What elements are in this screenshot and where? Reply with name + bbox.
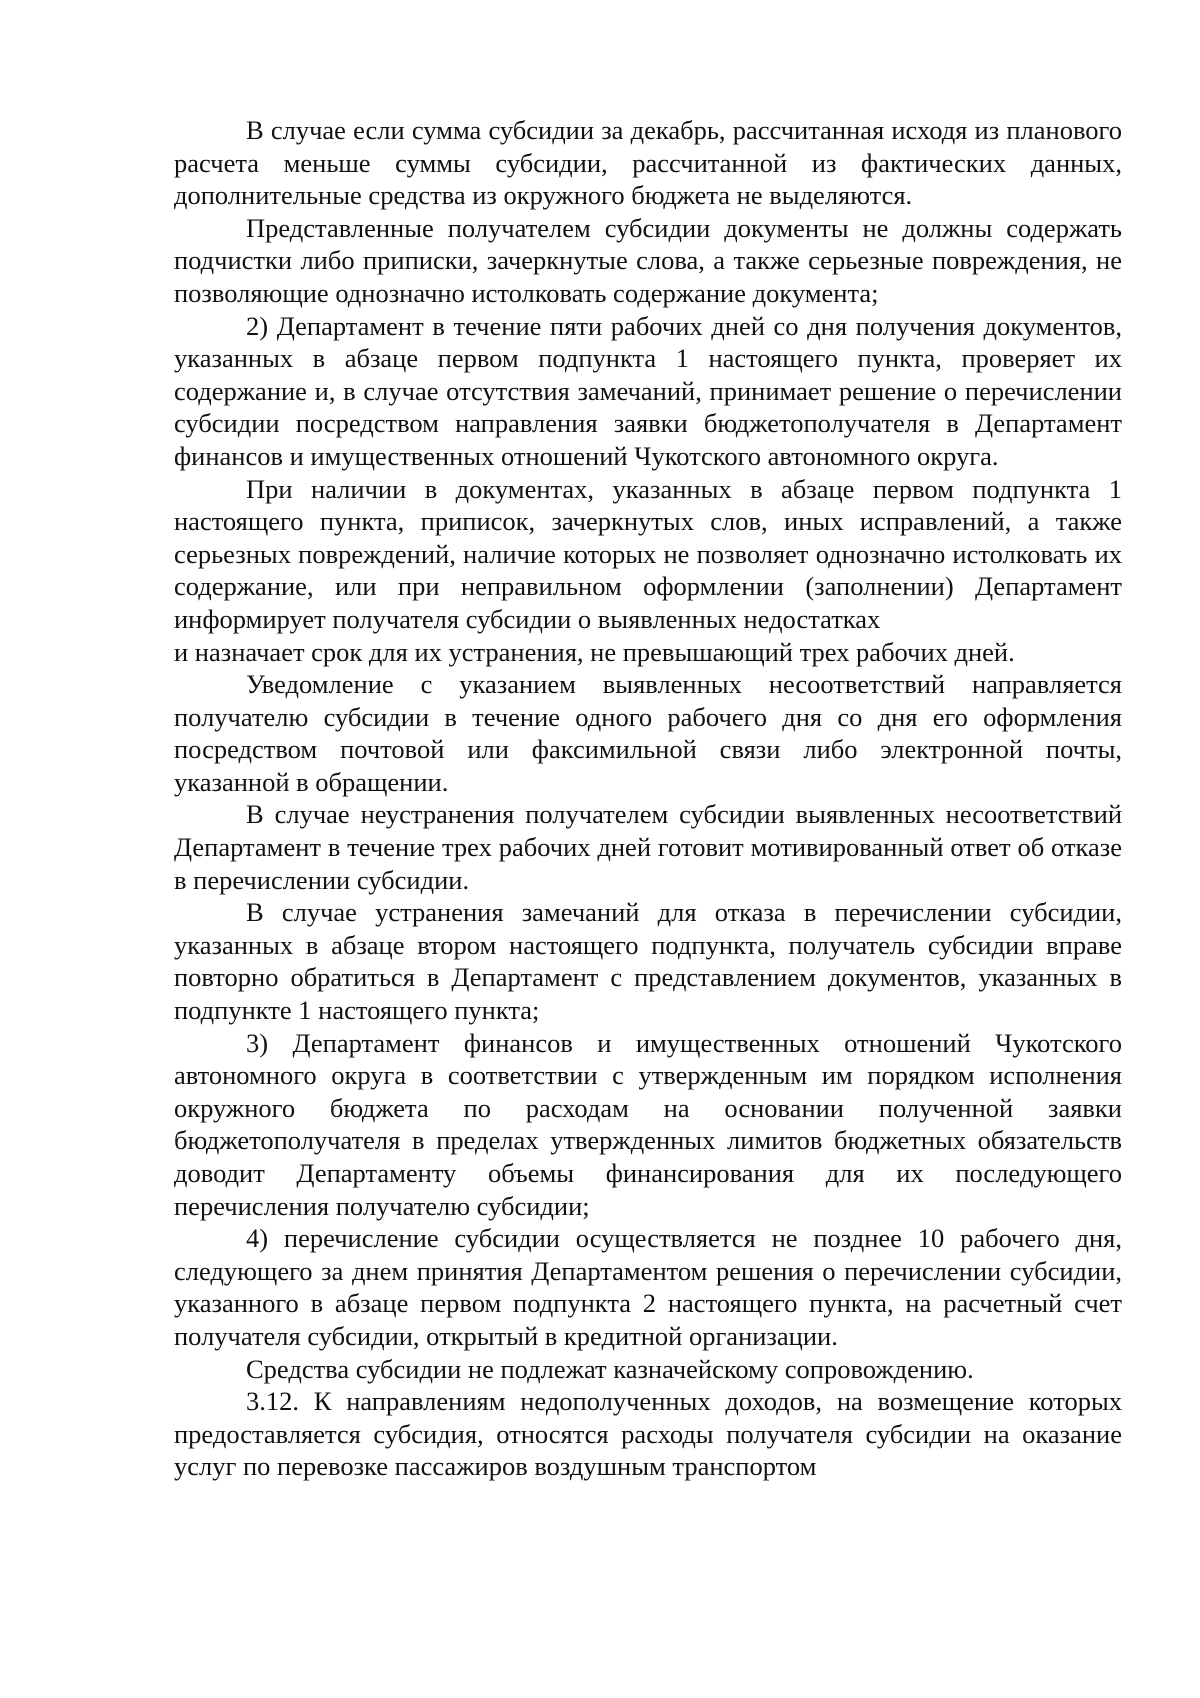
paragraph-item-4: 4) перечисление субсидии осуществляется не позднее 10 рабочего дня, следующего за днем принятия Департаментом решения о перечислении субсидии, указанного в абзаце первом подпункта 2 настоящего пункта, на расчетный счет получателя субсидии, открытый в кредитной организации. bbox=[174, 1223, 1122, 1351]
paragraph-deficiencies: При наличии в документах, указанных в абзаце первом подпункта 1 настоящего пункта, приписок, зачеркнутых слов, иных исправлений, а также серьезных повреждений, наличие которых не позволяет однозначно истолковать их содержание, или при неправильном оформлении (заполнении) Департамент информирует получателя субсидии о выявленных недостатках bbox=[174, 473, 1122, 634]
paragraph-deadline: и назначает срок для их устранения, не превышающий трех рабочих дней. bbox=[174, 636, 1015, 667]
paragraph-item-3: 3) Департамент финансов и имущественных отношений Чукотского автономного округа в соответствии с утвержденным им порядком исполнения окружного бюджета по расходам на основании полученной заявки бюджетополучателя в пределах утвержденных лимитов бюджетных обязательств доводит Департаменту объемы финансирования для их последующего перечисления получателю субсидии; bbox=[174, 1027, 1122, 1221]
paragraph-treasury: Средства субсидии не подлежат казначейскому сопровождению. bbox=[246, 1353, 974, 1384]
paragraph-notification: Уведомление с указанием выявленных несоответствий направляется получателю субсидии в течение одного рабочего дня со дня его оформления посредством почтовой или факсимильной связи либо электронной почты, указанной в обращении. bbox=[174, 669, 1122, 797]
paragraph-item-2: 2) Департамент в течение пяти рабочих дней со дня получения документов, указанных в абзаце первом подпункта 1 настоящего пункта, проверяет их содержание и, в случае отсутствия замечаний, принимает решение о перечислении субсидии посредством направления заявки бюджетополучателя в Департамент финансов и имущественных отношений Чукотского автономного округа. bbox=[174, 310, 1122, 471]
paragraph-document-requirements: Представленные получателем субсидии документы не должны содержать подчистки либо приписки, зачеркнутые слова, а также серьезные повреждения, не позволяющие однозначно истолковать содержание документа; bbox=[174, 212, 1122, 308]
paragraph-december-subsidy: В случае если сумма субсидии за декабрь, рассчитанная исходя из планового расчета меньше суммы субсидии, рассчитанной из фактических данных, дополнительные средства из окружного бюджета не выделяются. bbox=[174, 115, 1122, 211]
paragraph-non-elimination: В случае неустранения получателем субсидии выявленных несоответствий Департамент в течение трех рабочих дней готовит мотивированный ответ об отказе в перечислении субсидии. bbox=[174, 799, 1122, 895]
document-body bbox=[174, 114, 1122, 1483]
paragraph-section-3-12: 3.12. К направлениям недополученных доходов, на возмещение которых предоставляется субсидия, относятся расходы получателя субсидии на оказание услуг по перевозке пассажиров воздушным транспортом bbox=[174, 1386, 1122, 1482]
paragraph-resubmission: В случае устранения замечаний для отказа в перечислении субсидии, указанных в абзаце втором настоящего подпункта, получатель субсидии вправе повторно обратиться в Департамент с представлением документов, указанных в подпункте 1 настоящего пункта; bbox=[174, 897, 1122, 1026]
